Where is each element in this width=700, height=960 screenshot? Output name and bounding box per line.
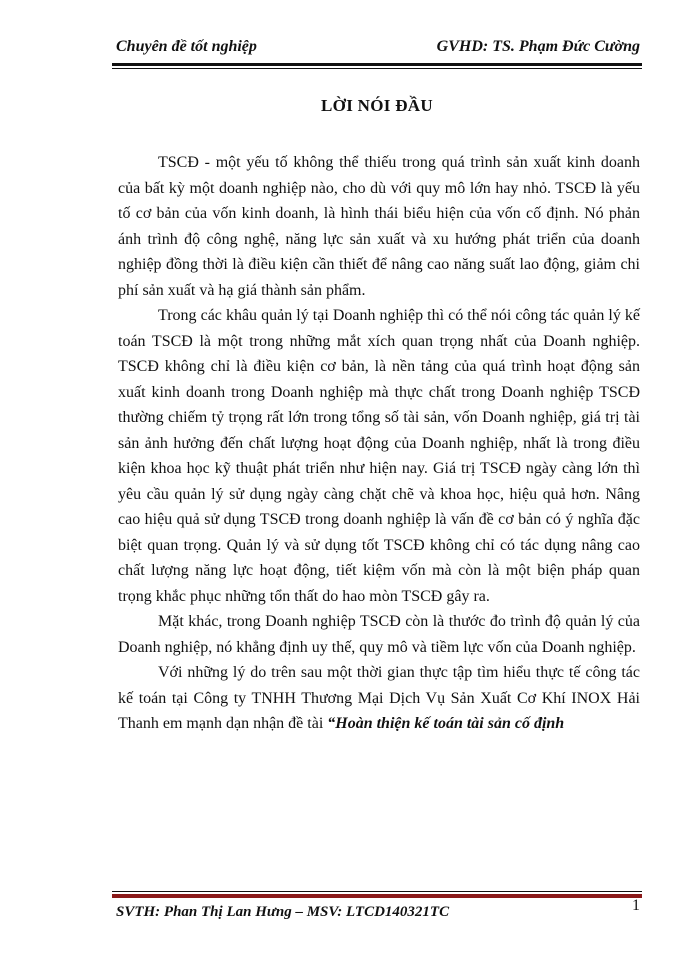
header-course-title: Chuyên đề tốt nghiệp <box>116 38 257 55</box>
footer-author: SVTH: Phan Thị Lan Hưng – MSV: LTCD140321TC <box>116 904 450 920</box>
footer-rule <box>112 894 642 898</box>
header-rule <box>112 63 642 66</box>
paragraph-4-text: Với những lý do trên sau một thời gian thực tập tìm hiểu thực tế công tác kế toán tại Công ty TNHH Thương Mại Dịch Vụ Sản Xuất Cơ Khí INOX Hải Thanh em mạnh dạn nhận đề tài <box>118 664 640 732</box>
header-supervisor: GVHD: TS. Phạm Đức Cường <box>436 38 640 55</box>
paragraph-1: TSCĐ - một yếu tố không thể thiếu trong quá trình sản xuất kinh doanh của bất kỳ một doanh nghiệp nào, cho dù với quy mô lớn hay nhỏ. TSCĐ là yếu tố cơ bản của vốn kinh doanh, là hình thái biểu hiện của vốn cố định. Nó phản ánh trình độ công nghệ, năng lực sản xuất và xu hướng phát triển của doanh nghiệp đồng thời là điều kiện cần thiết để nâng cao năng suất lao động, giảm chi phí sản xuất và hạ giá thành sản phẩm. <box>118 154 640 299</box>
page-title: LỜI NÓI ĐẦU <box>321 96 433 115</box>
header-rule-thin <box>112 68 642 69</box>
document-body <box>118 150 640 737</box>
page-header <box>116 38 640 62</box>
paragraph-3: Mặt khác, trong Doanh nghiệp TSCĐ còn là thước đo trình độ quản lý của Doanh nghiệp, nó khẳng định uy thế, quy mô và tiềm lực vốn của Doanh nghiệp. <box>118 613 640 656</box>
footer-rule-thin <box>112 891 642 892</box>
paragraph-4 <box>118 660 640 737</box>
thesis-topic: “Hoàn thiện kế toán tài sản cố định <box>327 715 565 732</box>
paragraph-2: Trong các khâu quản lý tại Doanh nghiệp thì có thể nói công tác quản lý kế toán TSCĐ là một trong những mắt xích quan trọng nhất của Doanh nghiệp. TSCĐ không chỉ là điều kiện cơ bản, là nền tảng của quá trình hoạt động sản xuất kinh doanh trong Doanh nghiệp mà thực chất trong Doanh nghiệp TSCĐ thường chiếm tỷ trọng rất lớn trong tổng số tài sản, vốn Doanh nghiệp, giá trị tài sản ảnh hưởng đến chất lượng hoạt động của Doanh nghiệp, nhất là trong điều kiện khoa học kỹ thuật phát triển như hiện nay. Giá trị TSCĐ ngày càng lớn thì yêu cầu quản lý sử dụng ngày càng chặt chẽ và khoa học, hiệu quả hơn. Nâng cao hiệu quả sử dụng TSCĐ trong doanh nghiệp là vấn đề cơ bản có ý nghĩa đặc biệt quan trọng. Quản lý và sử dụng tốt TSCĐ không chỉ có tác dụng nâng cao chất lượng năng lực hoạt động, tiết kiệm vốn mà còn là một biện pháp quan trọng khắc phục những tổn thất do hao mòn TSCĐ gây ra. <box>118 307 640 605</box>
page-number: 1 <box>632 897 640 914</box>
